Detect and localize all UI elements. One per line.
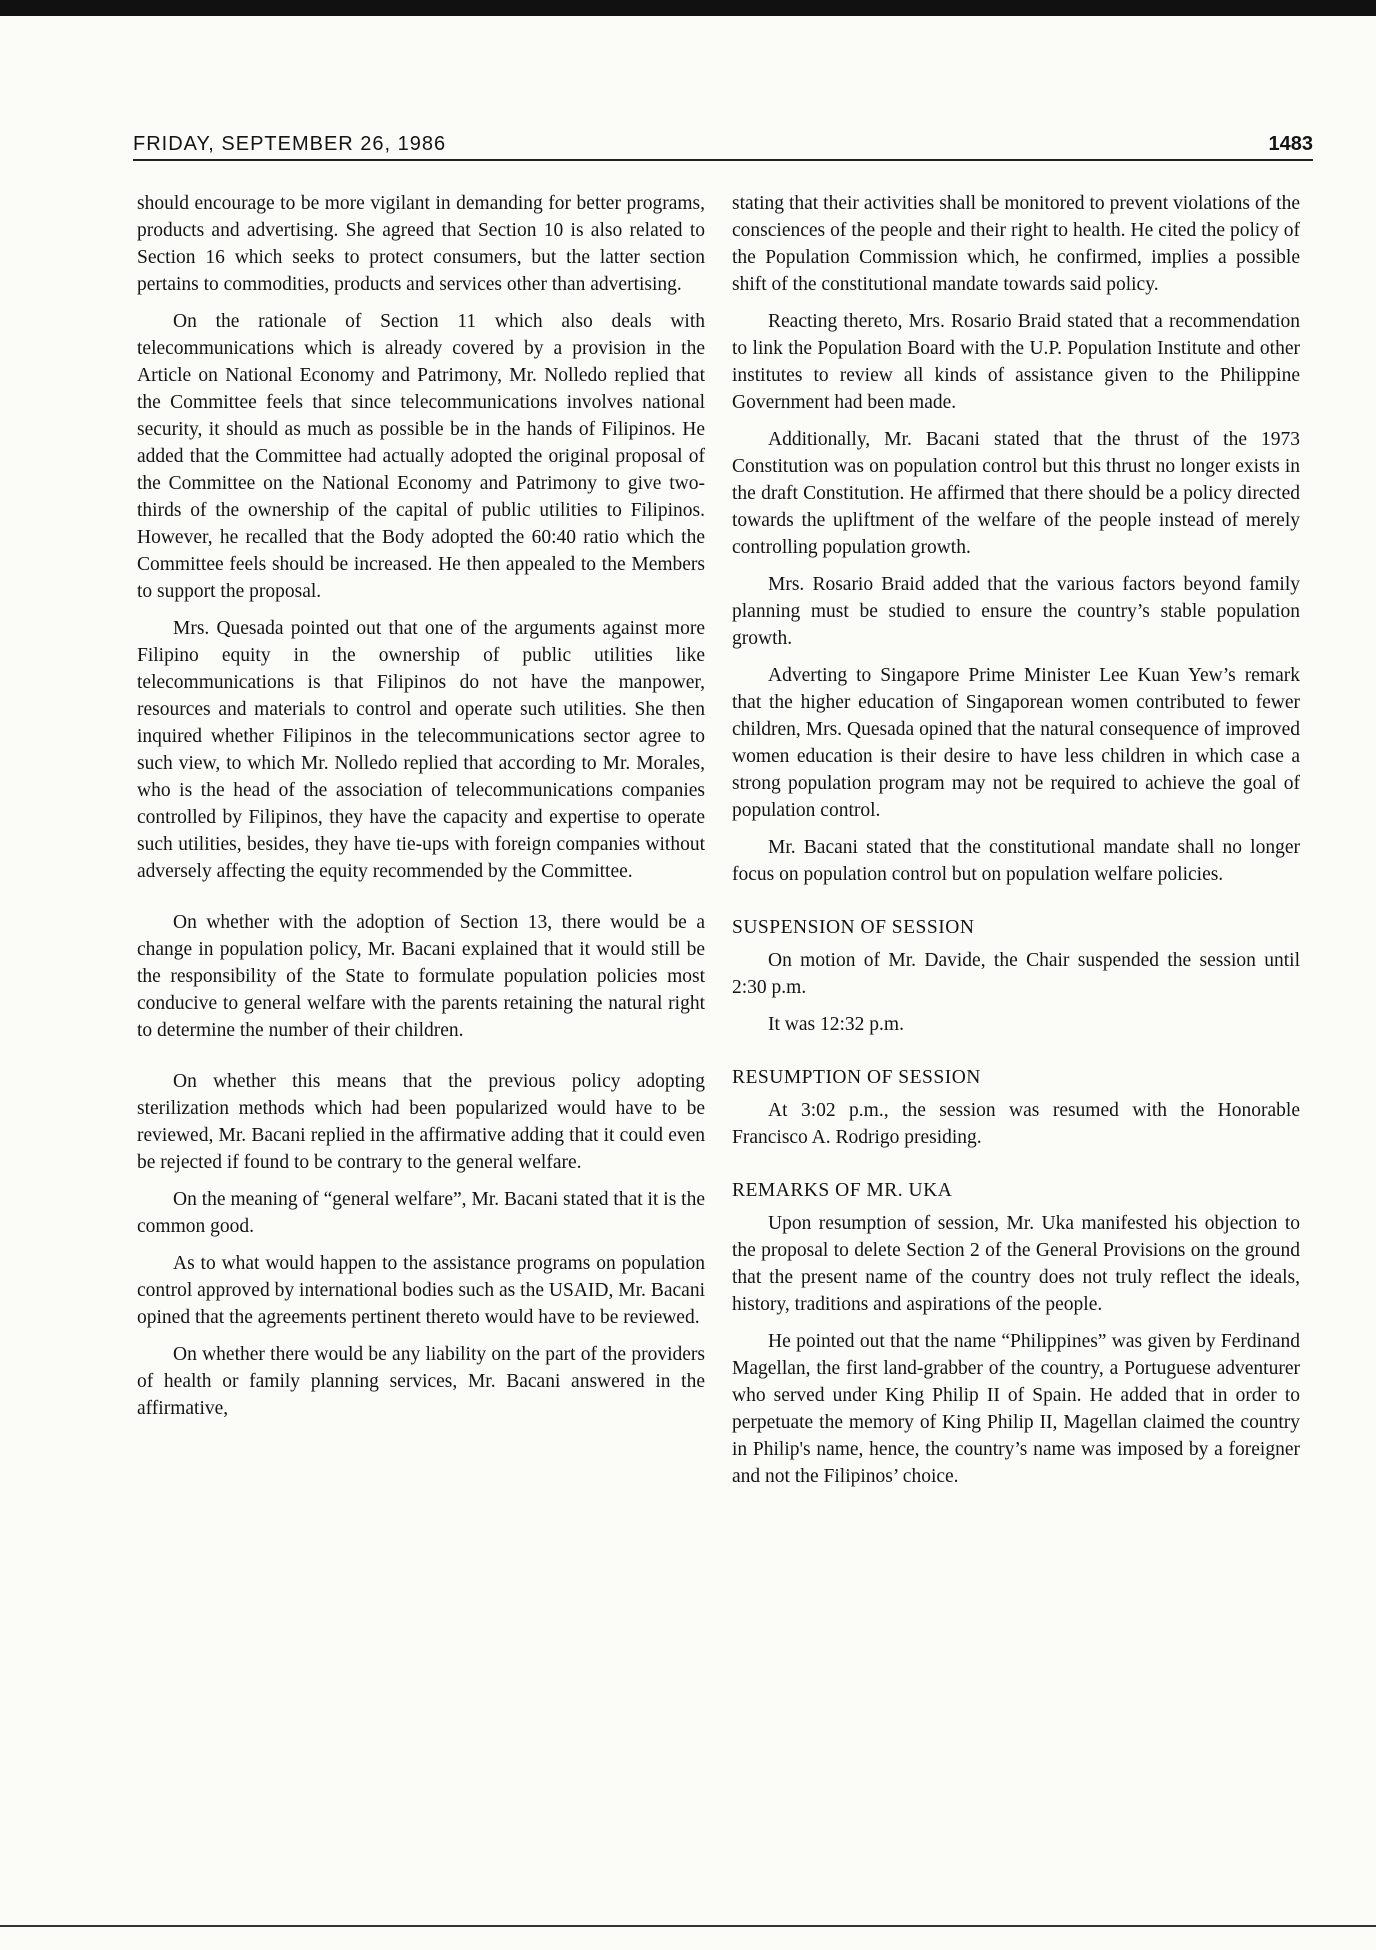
paragraph: Upon resumption of session, Mr. Uka manifested his objection to the proposal to delete Section 2 of the General Provisions on the ground that the present name of the country does not truly reflect the ideals, history, traditions and aspirations of the people. — [732, 1213, 1300, 1315]
section-heading-suspension: SUSPENSION OF SESSION — [732, 917, 975, 938]
paragraph: It was 12:32 p.m. — [768, 1014, 904, 1035]
top-border-bar — [0, 0, 1376, 16]
paragraph: On motion of Mr. Davide, the Chair suspended the session until 2:30 p.m. — [732, 950, 1300, 998]
paragraph: On the meaning of “general welfare”, Mr. Bacani stated that it is the common good. — [137, 1189, 705, 1237]
paragraph: should encourage to be more vigilant in demanding for better programs, products and advertising. She agreed that Section 10 is also related to Section 16 which seeks to protect consumers, but the latter section pertains to commodities, products and services other than advertising. — [137, 193, 705, 295]
paragraph: On whether with the adoption of Section 13, there would be a change in population policy, Mr. Bacani explained that it would still be the responsibility of the State to formulate population policies most conducive to general welfare with the parents retaining the natural right to determine the number of their children. — [137, 912, 705, 1041]
left-column — [137, 190, 705, 1432]
page-header — [133, 133, 1313, 161]
section-heading-remarks: REMARKS OF MR. UKA — [732, 1180, 953, 1201]
header-date: FRIDAY, SEPTEMBER 26, 1986 — [133, 133, 447, 155]
paragraph: On whether this means that the previous policy adopting sterilization methods which had been popularized would have to be reviewed, Mr. Bacani replied in the affirmative adding that it could even be rejected if found to be contrary to the general welfare. — [137, 1071, 705, 1173]
right-column — [732, 190, 1300, 1500]
paragraph: Additionally, Mr. Bacani stated that the thrust of the 1973 Constitution was on population control but this thrust no longer exists in the draft Constitution. He affirmed that there should be a policy directed towards the upliftment of the welfare of the people instead of merely controlling population growth. — [732, 429, 1300, 558]
paragraph: As to what would happen to the assistance programs on population control approved by international bodies such as the USAID, Mr. Bacani opined that the agreements pertinent thereto would have to be reviewed. — [137, 1253, 705, 1328]
section-heading-resumption: RESUMPTION OF SESSION — [732, 1067, 981, 1088]
paragraph: At 3:02 p.m., the session was resumed with the Honorable Francisco A. Rodrigo presiding. — [732, 1100, 1300, 1148]
paragraph: Reacting thereto, Mrs. Rosario Braid stated that a recommendation to link the Population Board with the U.P. Population Institute and other institutes to review all kinds of assistance given to the Philippine Government had been made. — [732, 311, 1300, 413]
paragraph: Adverting to Singapore Prime Minister Lee Kuan Yew’s remark that the higher education of Singaporean women contributed to fewer children, Mrs. Quesada opined that the natural consequence of improved women education is their desire to have less children in which case a strong population program may not be required to achieve the goal of population control. — [732, 665, 1300, 821]
paragraph: He pointed out that the name “Philippines” was given by Ferdinand Magellan, the first land-grabber of the country, a Portuguese adventurer who served under King Philip II of Spain. He added that in order to perpetuate the memory of King Philip II, Magellan claimed the country in Philip's name, hence, the country’s name was imposed by a foreigner and not the Filipinos’ choice. — [732, 1331, 1300, 1487]
paragraph: On the rationale of Section 11 which also deals with telecommunications which is already covered by a provision in the Article on National Economy and Patrimony, Mr. Nolledo replied that the Committee feels that since telecommunications involves national security, it should as much as possible be in the hands of Filipinos. He added that the Committee had actually adopted the original proposal of the Committee on the National Economy and Patrimony to give two-thirds of the ownership of the capital of public utilities to Filipinos. However, he recalled that the Body adopted the 60:40 ratio which the Committee feels should be increased. He then appealed to the Members to support the proposal. — [137, 311, 705, 602]
bottom-border-rule — [0, 1925, 1376, 1927]
page-number: 1483 — [1268, 133, 1313, 155]
paragraph: stating that their activities shall be monitored to prevent violations of the consciences of the people and their right to health. He cited the policy of the Population Commission which, he confirmed, implies a possible shift of the constitutional mandate towards said policy. — [732, 193, 1300, 295]
paragraph: Mrs. Quesada pointed out that one of the arguments against more Filipino equity in the ownership of public utilities like telecommunications is that Filipinos do not have the manpower, resources and materials to control and operate such utilities. She then inquired whether Filipinos in the telecommunications sector agree to such view, to which Mr. Nolledo replied that according to Mr. Morales, who is the head of the association of telecommunications companies controlled by Filipinos, they have the capacity and expertise to operate such utilities, besides, they have tie-ups with foreign companies without adversely affecting the equity recommended by the Committee. — [137, 618, 705, 882]
paragraph: Mrs. Rosario Braid added that the various factors beyond family planning must be studied to ensure the country’s stable population growth. — [732, 574, 1300, 649]
paragraph: On whether there would be any liability on the part of the providers of health or family planning services, Mr. Bacani answered in the affirmative, — [137, 1344, 705, 1419]
paragraph: Mr. Bacani stated that the constitutional mandate shall no longer focus on population control but on population welfare policies. — [732, 837, 1300, 885]
